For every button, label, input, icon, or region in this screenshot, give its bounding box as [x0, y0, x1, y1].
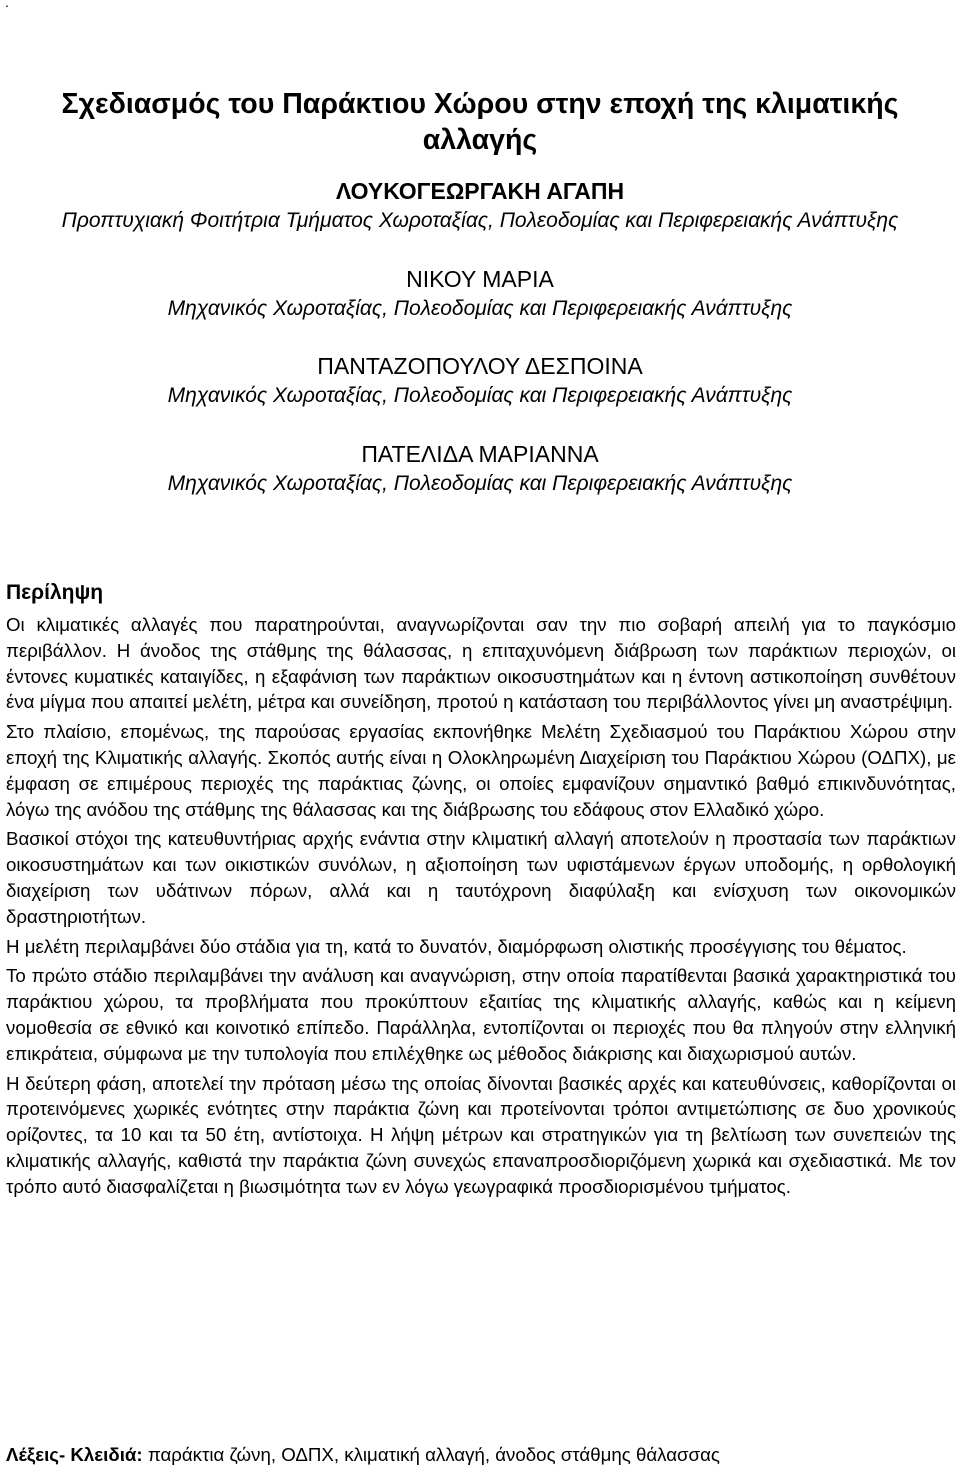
author-block-1: [0, 176, 960, 236]
author-affiliation: Μηχανικός Χωροταξίας, Πολεοδομίας και Περιφερειακής Ανάπτυξης: [167, 384, 793, 407]
author-block-4: [0, 439, 960, 499]
abstract-paragraph: Η δεύτερη φάση, αποτελεί την πρόταση μέσω της οποίας δίνονται βασικές αρχές και κατευθύνσεις, καθορίζονται οι προτεινόμενες χωρικές ενότητες στην παράκτια ζώνη και προτείνονται τρόποι αντιμετώπισης σε δυο χρονικούς ορίζοντες, τα 10 και τα 50 έτη, αντίστοιχα. Η λήψη μέτρων και στρατηγικών για τη βελτίωση των συνεπειών της κλιματικής αλλαγής, καθιστά την παράκτια ζώνη συνεχώς επαναπροσδιοριζόμενη χωρικά και σχεδιαστικά. Με τον τρόπο αυτό διασφαλίζεται η βιωσιμότητα των εν λόγω γεωγραφικά προσδιορισμένου τμήματος.: [6, 1072, 956, 1197]
author-affiliation: Προπτυχιακή Φοιτήτρια Τμήματος Χωροταξίας, Πολεοδομίας και Περιφερειακής Ανάπτυξης: [61, 209, 899, 232]
abstract-paragraph: Οι κλιματικές αλλαγές που παρατηρούνται, αναγνωρίζονται σαν την πιο σοβαρή απειλή για το παγκόσμιο περιβάλλον. Η άνοδος της στάθμης της θάλασσας, η επιταχυνόμενη διάβρωση των παράκτιων περιοχών, οι έντονες κυματικές καταιγίδες, η εξαφάνιση των παράκτιων οικοσυστημάτων και η έντονη αστικοποίηση συνθέτουν ένα μίγμα που απαιτεί μελέτη, μέτρα και συνείδηση, προτού η κατάσταση του περιβάλλοντος γίνει μη αναστρέψιμη.: [6, 614, 956, 713]
abstract-body: [6, 612, 956, 1204]
corner-mark: .: [5, 0, 9, 10]
author-affiliation: Μηχανικός Χωροταξίας, Πολεοδομίας και Περιφερειακής Ανάπτυξης: [167, 472, 793, 495]
author-name: ΝΙΚΟΥ ΜΑΡΙΑ: [406, 266, 554, 292]
abstract-paragraph: Η μελέτη περιλαμβάνει δύο στάδια για τη, κατά το δυνατόν, διαμόρφωση ολιστικής προσέγγισης του θέματος.: [6, 935, 907, 957]
abstract-paragraph: Βασικοί στόχοι της κατευθυντήριας αρχής ενάντια στην κλιματική αλλαγή αποτελούν η προστασία των παράκτιων οικοσυστημάτων και των οικιστικών συνόλων, η αξιοποίηση των υφιστάμενων έργων υποδομής, η ορθολογική διαχείριση των υδάτινων πόρων, αλλά και η ταυτόχρονη διαφύλαξη και ενίσχυση των οικονομικών δραστηριοτήτων.: [6, 828, 956, 927]
keywords-label: Λέξεις- Κλειδιά:: [6, 1444, 143, 1465]
title-line-1: Σχεδιασμός του Παράκτιου Χώρου στην εποχή της κλιματικής: [61, 88, 899, 120]
abstract-heading: Περίληψη: [6, 581, 104, 604]
author-name: ΛΟΥΚΟΓΕΩΡΓΑΚΗ ΑΓΑΠΗ: [335, 178, 625, 204]
abstract-paragraph: Το πρώτο στάδιο περιλαμβάνει την ανάλυση και αναγνώριση, στην οποία παρατίθενται βασικά χαρακτηριστικά του παράκτιου χώρου, τα προβλήματα που προκύπτουν εξαιτίας της κλιματικής αλλαγής, καθώς και η κείμενη νομοθεσία σε εθνικό και κοινοτικό επίπεδο. Παράλληλα, εντοπίζονται οι περιοχές που θα πληγούν στην ελληνική επικράτεια, σύμφωνα με την τυπολογία που επιλέχθηκε ως μέθοδος διάκρισης και διαχωρισμού αυτών.: [6, 965, 956, 1064]
document-title: [0, 86, 960, 158]
abstract-paragraph: Στο πλαίσιο, επομένως, της παρούσας εργασίας εκπονήθηκε Μελέτη Σχεδιασμού του Παράκτιου Χώρου στην εποχή της Κλιματικής αλλαγής. Σκοπός αυτής είναι η Ολοκληρωμένη Διαχείριση του Παράκτιου Χώρου (ΟΔΠΧ), με έμφαση σε επιμέρους περιοχές της παράκτιας ζώνης, οι οποίες εμφανίζουν σημαντικό βαθμό επικινδυνότητας, λόγω της ανόδου της στάθμης της θάλασσας και της διάβρωσης του εδάφους στον Ελλαδικό χώρο.: [6, 721, 956, 820]
author-name: ΠΑΝΤΑΖΟΠΟΥΛΟΥ ΔΕΣΠΟΙΝΑ: [317, 353, 643, 379]
keywords-line: [6, 1442, 956, 1468]
author-block-2: [0, 264, 960, 324]
title-line-2: αλλαγής: [422, 124, 538, 156]
author-name: ΠΑΤΕΛΙΔΑ ΜΑΡΙΑΝΝΑ: [361, 441, 599, 467]
author-affiliation: Μηχανικός Χωροταξίας, Πολεοδομίας και Περιφερειακής Ανάπτυξης: [167, 297, 793, 320]
keywords-text: παράκτια ζώνη, ΟΔΠΧ, κλιματική αλλαγή, άνοδος στάθμης θάλασσας: [147, 1444, 720, 1465]
author-block-3: [0, 351, 960, 411]
